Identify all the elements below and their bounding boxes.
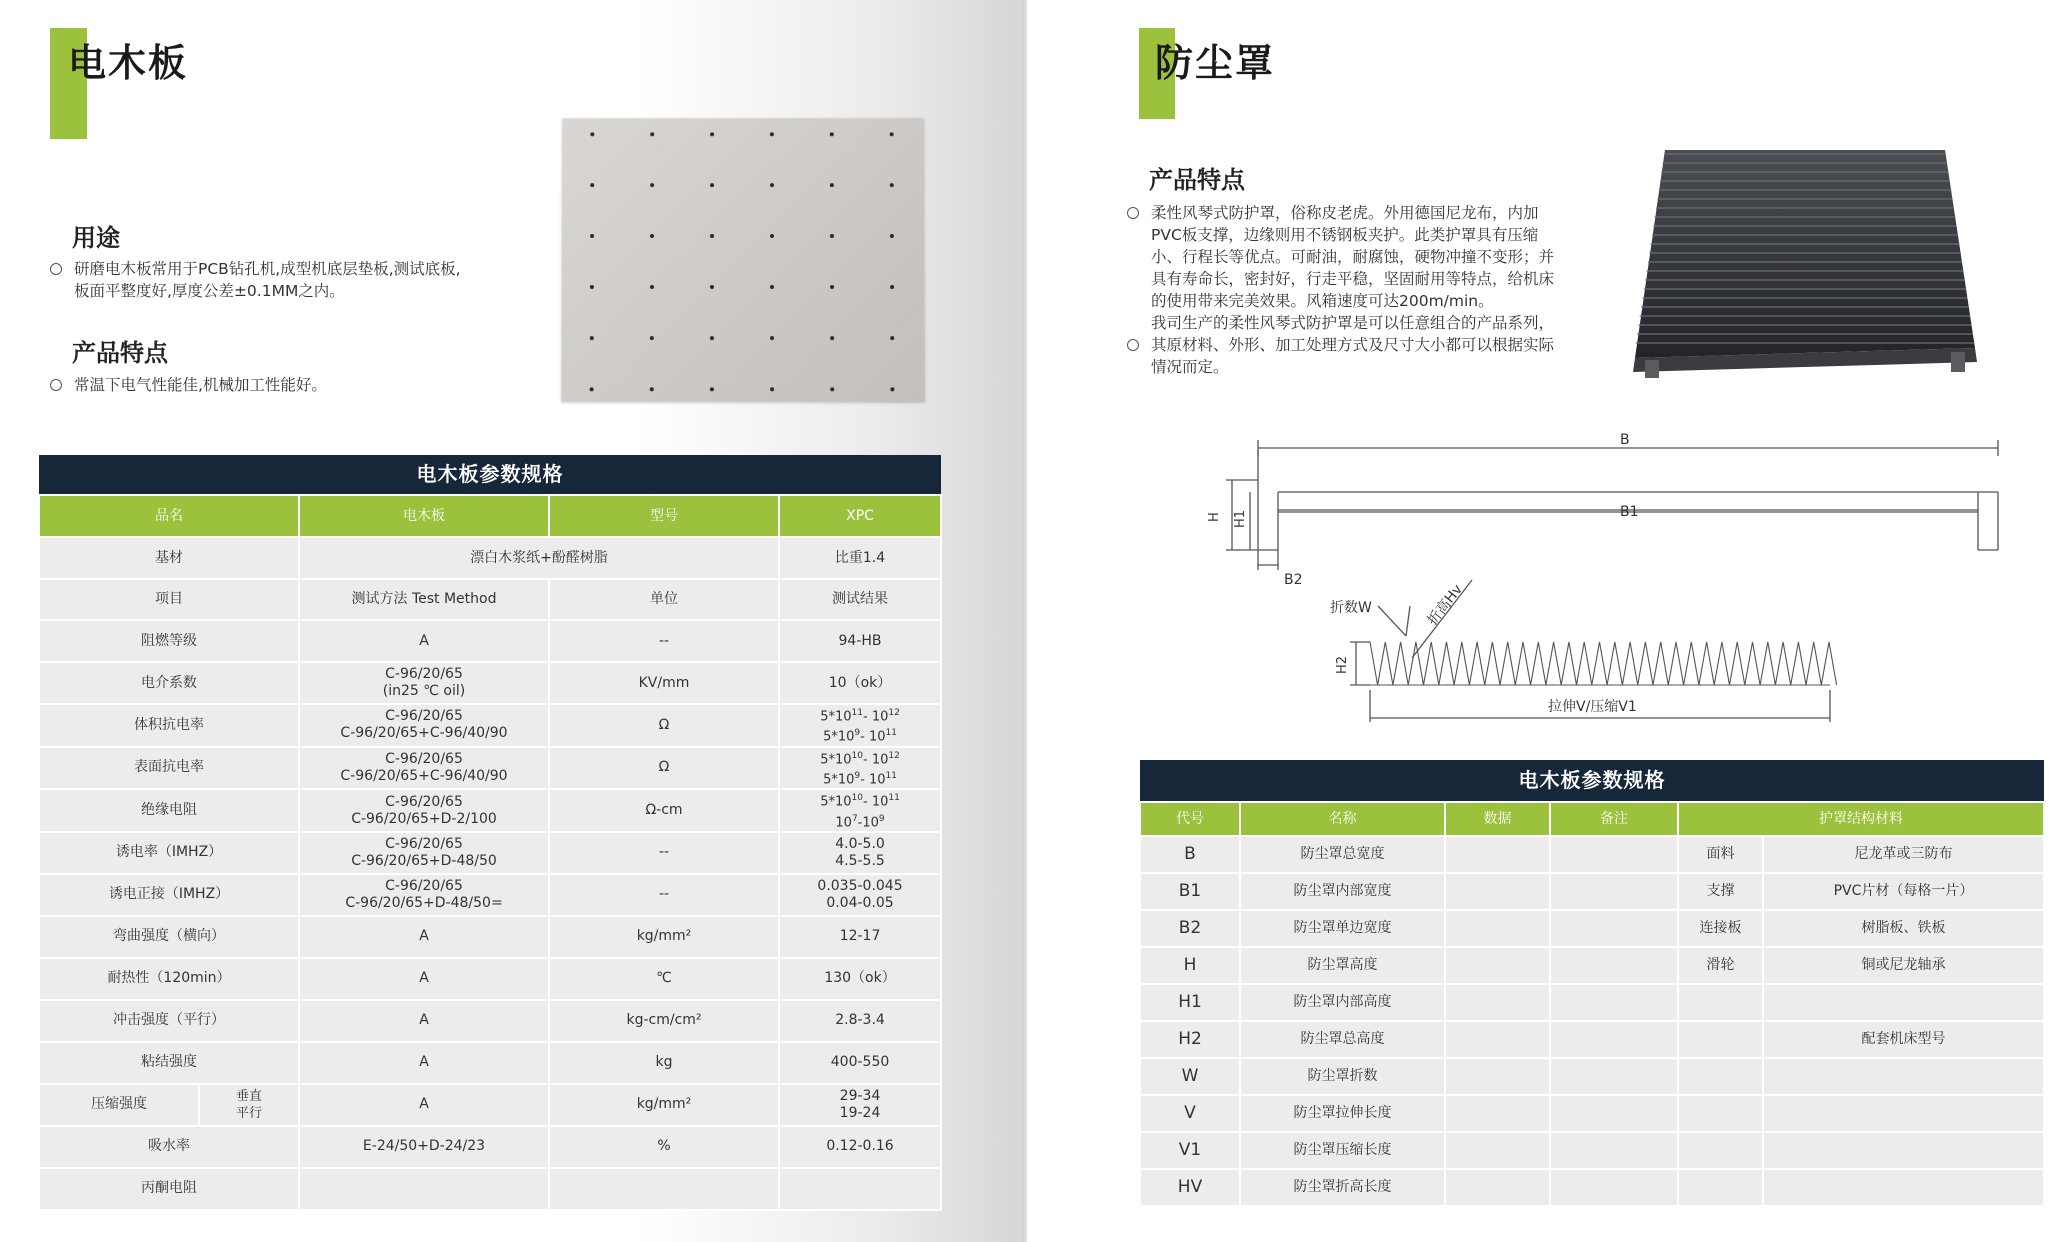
board-hole <box>590 183 594 187</box>
bullet-circle-icon <box>50 379 62 391</box>
bullet-circle-icon <box>1127 207 1139 219</box>
board-hole <box>830 132 834 136</box>
label-B2: B2 <box>1284 572 1303 588</box>
board-hole <box>830 234 834 238</box>
label-H1: H1 <box>1233 509 1248 528</box>
header-cell: 名称 <box>1240 802 1445 836</box>
table-row: H 防尘罩高度 滑轮 铜或尼龙轴承 <box>1140 947 2044 984</box>
label-B: B <box>1620 432 1630 448</box>
board-hole <box>650 132 654 136</box>
features-bullet <box>50 374 550 396</box>
table-row: V1 防尘罩压缩长度 <box>1140 1132 2044 1169</box>
table-row: B 防尘罩总宽度 面料 尼龙革或三防布 <box>1140 836 2044 873</box>
table-row: 绝缘电阻 C-96/20/65 C-96/20/65+D-2/100 Ω-cm $5*10^{10}-$ $10^{11}$ $10^7-10^9$ <box>39 789 941 832</box>
usage-heading: 用途 <box>72 224 120 252</box>
board-hole <box>650 336 654 340</box>
board-hole <box>830 336 834 340</box>
board-hole <box>590 234 594 238</box>
table-row: B2 防尘罩单边宽度 连接板 树脂板、铁板 <box>1140 910 2044 947</box>
table-row: B1 防尘罩内部宽度 支撑 PVC片材（每格一片） <box>1140 873 2044 910</box>
board-hole <box>770 387 774 391</box>
label-fold-count: 折数W <box>1330 600 1372 616</box>
table-row: 诱电正接（IMHZ） C-96/20/65 C-96/20/65+D-48/50= -- 0.035-0.045 0.04-0.05 <box>39 874 941 916</box>
bullet-circle-icon <box>1127 339 1139 351</box>
compress-result: 29-34 19-24 <box>779 1084 941 1126</box>
label-H: H <box>1207 512 1222 522</box>
label-stretch: 拉伸V/压缩V1 <box>1548 699 1637 715</box>
board-hole <box>770 336 774 340</box>
bakelite-board-photo <box>562 118 925 401</box>
page-title: 防尘罩 <box>1155 41 1276 85</box>
table-row: 基材 漂白木浆纸+酚醛树脂 比重1.4 <box>39 537 941 579</box>
board-hole <box>830 183 834 187</box>
right-page <box>1027 0 2049 1242</box>
resistance-result: $5*10^{11}-$ $10^{12}$ $5*10^9-$ $10^{11}$ <box>779 704 941 747</box>
header-cell: 品名 <box>39 495 299 537</box>
resistance-result: $5*10^{10}-$ $10^{12}$ $5*10^9-$ $10^{11}$ <box>779 747 941 790</box>
board-hole <box>770 285 774 289</box>
board-hole <box>890 285 894 289</box>
table-row: 耐热性（120min） A ℃ 130（ok） <box>39 958 941 1000</box>
page-title: 电木板 <box>68 41 189 85</box>
table-row: 丙酮电阻 <box>39 1168 941 1210</box>
table-row: 电介系数 C-96/20/65 (in25 ℃ oil) KV/mm 10（ok） <box>39 662 941 704</box>
board-hole <box>650 234 654 238</box>
header-cell: XPC <box>779 495 941 537</box>
board-hole <box>590 132 594 136</box>
header-cell: 型号 <box>549 495 779 537</box>
header-cell: 护罩结构材料 <box>1678 802 2044 836</box>
board-hole <box>890 183 894 187</box>
board-hole <box>830 387 834 391</box>
table-row: V 防尘罩拉伸长度 <box>1140 1095 2044 1132</box>
board-hole <box>650 183 654 187</box>
bakelite-spec-table <box>38 455 942 1211</box>
board-hole <box>650 285 654 289</box>
table-row: 吸水率 E-24/50+D-24/23 % 0.12-0.16 <box>39 1126 941 1168</box>
label-B1: B1 <box>1620 504 1639 520</box>
usage-text-line1: 研磨电木板常用于PCB钻孔机,成型机底层垫板,测试底板, <box>74 260 461 278</box>
table-row: 表面抗电率 C-96/20/65 C-96/20/65+C-96/40/90 Ω $5*10^{10}-$ $10^{12}$ $5*10^9-$ $10^{11}$ <box>39 747 941 790</box>
label-H2: H2 <box>1335 655 1350 674</box>
label-fold-height: 折高Hv <box>1424 581 1466 629</box>
resistance-result: $5*10^{10}-$ $10^{11}$ $10^7-10^9$ <box>779 789 941 832</box>
board-hole <box>650 387 654 391</box>
board-hole <box>710 132 714 136</box>
bullet-circle-icon <box>50 263 62 275</box>
table-row: W 防尘罩折数 <box>1140 1058 2044 1095</box>
bellows-fold-line <box>1370 642 1837 685</box>
board-hole <box>710 234 714 238</box>
usage-bullet <box>50 258 550 302</box>
table-row: 项目 测试方法 Test Method 单位 测试结果 <box>39 579 941 620</box>
board-hole <box>710 285 714 289</box>
board-hole <box>710 183 714 187</box>
features-bullet-2: 其原材料、外形、加工处理方式及尺寸大小都可以根据实际 情况而定。 <box>1127 334 1627 378</box>
board-hole <box>710 336 714 340</box>
table-row: HV 防尘罩折高长度 <box>1140 1169 2044 1206</box>
features-bullet-1: 柔性风琴式防护罩，俗称皮老虎。外用德国尼龙布，内加 PVC板支撑，边缘则用不锈钢板夹护。此类护罩具有压缩 小、行程长等优点。可耐油，耐腐蚀，硬物冲撞不变形；并 具有寿命长，密封好，行走平稳，坚固耐用等特点，给机床 的使用带来完美效果。风箱速度可达200m/min。 我司生产的柔性风琴式防护罩是可以任意组合的产品系列， <box>1127 202 1627 334</box>
features-heading: 产品特点 <box>72 339 168 367</box>
features-text: 常温下电气性能佳,机械加工性能好。 <box>74 376 327 394</box>
board-hole <box>890 132 894 136</box>
table-row: H2 防尘罩总高度 配套机床型号 <box>1140 1021 2044 1058</box>
board-hole <box>590 387 594 391</box>
usage-text-line2: 板面平整度好,厚度公差±0.1MM之内。 <box>74 282 345 300</box>
table-row: 粘结强度 A kg 400-550 <box>39 1042 941 1084</box>
table-title: 电木板参数规格 <box>39 455 941 495</box>
table-row: 诱电率（IMHZ） C-96/20/65 C-96/20/65+D-48/50 -- 4.0-5.0 4.5-5.5 <box>39 832 941 874</box>
bellows-spec-table <box>1139 760 2045 1207</box>
bellows-dimension-diagram <box>1180 430 2020 730</box>
header-cell: 备注 <box>1550 802 1678 836</box>
features-heading: 产品特点 <box>1149 166 1245 194</box>
header-cell: 电木板 <box>299 495 549 537</box>
table-row: 冲击强度（平行） A kg-cm/cm² 2.8-3.4 <box>39 1000 941 1042</box>
table-row: 阻燃等级 A -- 94-HB <box>39 620 941 662</box>
table-row: 压缩强度 垂直 平行 A kg/mm² 29-34 19-24 <box>39 1084 941 1126</box>
table-title: 电木板参数规格 <box>1140 760 2044 802</box>
header-cell: 数据 <box>1445 802 1550 836</box>
board-hole <box>590 285 594 289</box>
board-hole <box>770 132 774 136</box>
board-hole <box>770 183 774 187</box>
bellows-cover-photo <box>1625 148 1985 380</box>
board-hole <box>830 285 834 289</box>
table-row: 弯曲强度（横向） A kg/mm² 12-17 <box>39 916 941 958</box>
board-hole <box>890 336 894 340</box>
board-hole <box>770 234 774 238</box>
board-hole <box>710 387 714 391</box>
header-cell: 代号 <box>1140 802 1240 836</box>
board-hole <box>890 234 894 238</box>
table-row: 体积抗电率 C-96/20/65 C-96/20/65+C-96/40/90 Ω $5*10^{11}-$ $10^{12}$ $5*10^9-$ $10^{11}$ <box>39 704 941 747</box>
board-hole <box>890 387 894 391</box>
board-hole <box>590 336 594 340</box>
table-row: H1 防尘罩内部高度 <box>1140 984 2044 1021</box>
